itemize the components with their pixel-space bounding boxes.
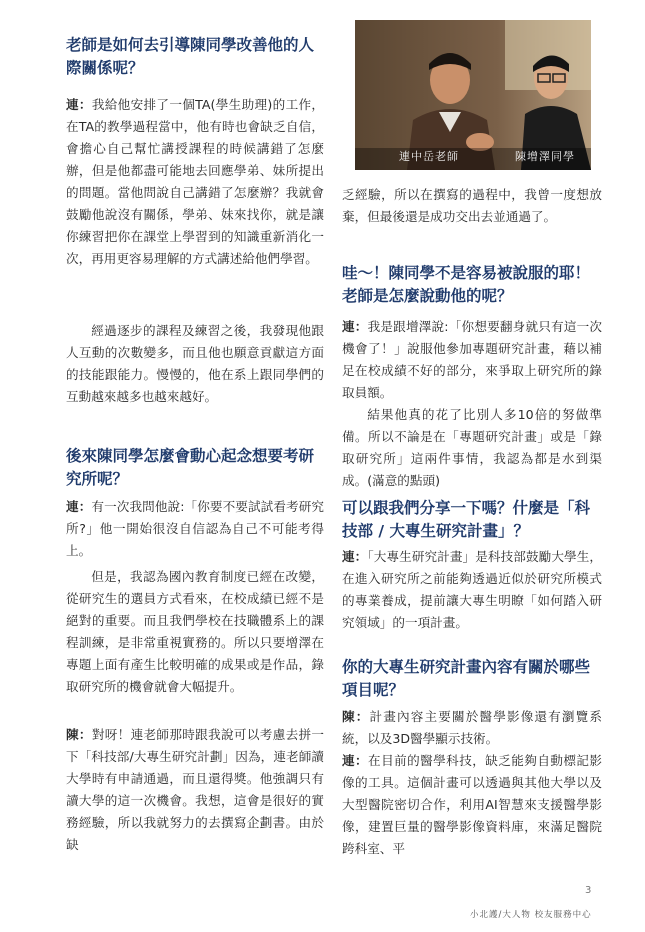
speaker-label: 連： (342, 549, 368, 564)
answer-text: 我是跟增澤說:「你想要翻身就只有這一次機會了！」說服他參加專題研究計畫，藉以補足在校成績不好的部分，來爭取上研究所的錄取員額。 (342, 319, 602, 400)
page-footer: 小北護/大人物 校友服務中心 (470, 910, 592, 920)
answer-text: 有一次我問他說:「你要不要試試看考研究所?」他一開始很沒自信認為自己不可能考得上。 (66, 499, 324, 558)
question-heading: 可以跟我們分享一下嗎？什麼是「科技部 / 大專生研究計畫」？ (342, 499, 591, 540)
photo-caption-student: 陳增澤同學 (515, 150, 575, 163)
answer-paragraph (342, 706, 602, 750)
answer-paragraph: 但是，我認為國內教育制度已經在改變，從研究生的選員方式看來，在校成績已經不是絕對的重要。而且我們學校在技職體系上的課程訓練，是非常重視實務的。所以只要增澤在專題上面有產生比較明確的成果或是作品，錄取研究所的機會就會大幅提升。 (66, 569, 324, 694)
answer-paragraph (342, 316, 602, 404)
page-number: 3 (585, 885, 592, 896)
question-heading: 後來陳同學怎麼會動心起念想要考研究所呢？ (66, 447, 315, 488)
answer-paragraph (342, 546, 602, 634)
answer-text: 計畫內容主要關於醫學影像還有瀏覽系統，以及3D醫學顯示技術。 (342, 709, 603, 746)
interview-photo (355, 20, 591, 170)
answer-text: 「大專生研究計畫」是科技部鼓勵大學生，在進入研究所之前能夠透過近似於研究所模式的專業養成，提前讓大專生明瞭「如何踏入研究領域」的一項計畫。 (342, 549, 603, 630)
question-heading: 你的大專生研究計畫內容有關於哪些項目呢？ (342, 658, 591, 699)
answer-text: 對呀！連老師那時跟我說可以考慮去拼一下「科技部/大專生研究計劃」因為，連老師讀大學時有申請通過，而且還得獎。他強調只有讀大學的這一次機會。我想，這會是很好的實務經驗，所以我就努力的去撰寫企劃書。由於缺 (66, 727, 325, 852)
question-heading: 哇～！陳同學不是容易被說服的耶！老師是怎麼說動他的呢？ (342, 264, 591, 305)
answer-paragraph (66, 724, 324, 856)
answer-paragraph (342, 750, 602, 860)
speaker-label: 連： (66, 97, 92, 112)
speaker-label: 陳： (66, 727, 92, 742)
speaker-label: 連： (66, 499, 92, 514)
speaker-label: 連： (342, 319, 368, 334)
answer-paragraph (66, 94, 324, 270)
photo-caption-teacher: 連中岳老師 (399, 150, 459, 163)
answer-paragraph: 結果他真的花了比別人多10倍的努做準備。所以不論是在「專題研究計畫」或是「錄取研究所」這兩件事情，我認為都是水到渠成。(滿意的點頭) (342, 407, 602, 488)
question-heading: 老師是如何去引導陳同學改善他的人際關係呢？ (66, 36, 315, 77)
answer-paragraph (66, 496, 324, 562)
speaker-label: 連： (342, 753, 369, 768)
answer-text: 在目前的醫學科技，缺乏能夠自動標記影像的工具。這個計畫可以透過與其他大學以及大型醫院密切合作，利用AI智慧來支援醫學影像，建置巨量的醫學影像資料庫，來滿足醫院跨科室、平 (342, 753, 603, 856)
speaker-label: 陳： (342, 709, 370, 724)
answer-paragraph: 經過逐步的課程及練習之後，我發現他跟人互動的次數變多，而且他也願意貢獻這方面的技能跟能力。慢慢的，他在系上跟同學們的互動越來越多也越來越好。 (66, 323, 324, 404)
answer-text: 我給他安排了一個TA(學生助理)的工作，在TA的教學過程當中，他有時也會缺乏自信，會擔心自己幫忙講授課程的時候講錯了怎麼辦，但是他都盡可能地去回應學弟、妹所提出的問題。當他問說自己講錯了怎麼辦？我就會鼓勵他說沒有關係，學弟、妹來找你，就是讓你練習把你在課堂上學習到的知識重新消化一次，再用更容易理解的方式講述給他們學習。 (66, 97, 324, 266)
answer-paragraph: 乏經驗，所以在撰寫的過程中，我曾一度想放棄，但最後還是成功交出去並通過了。 (342, 187, 602, 224)
